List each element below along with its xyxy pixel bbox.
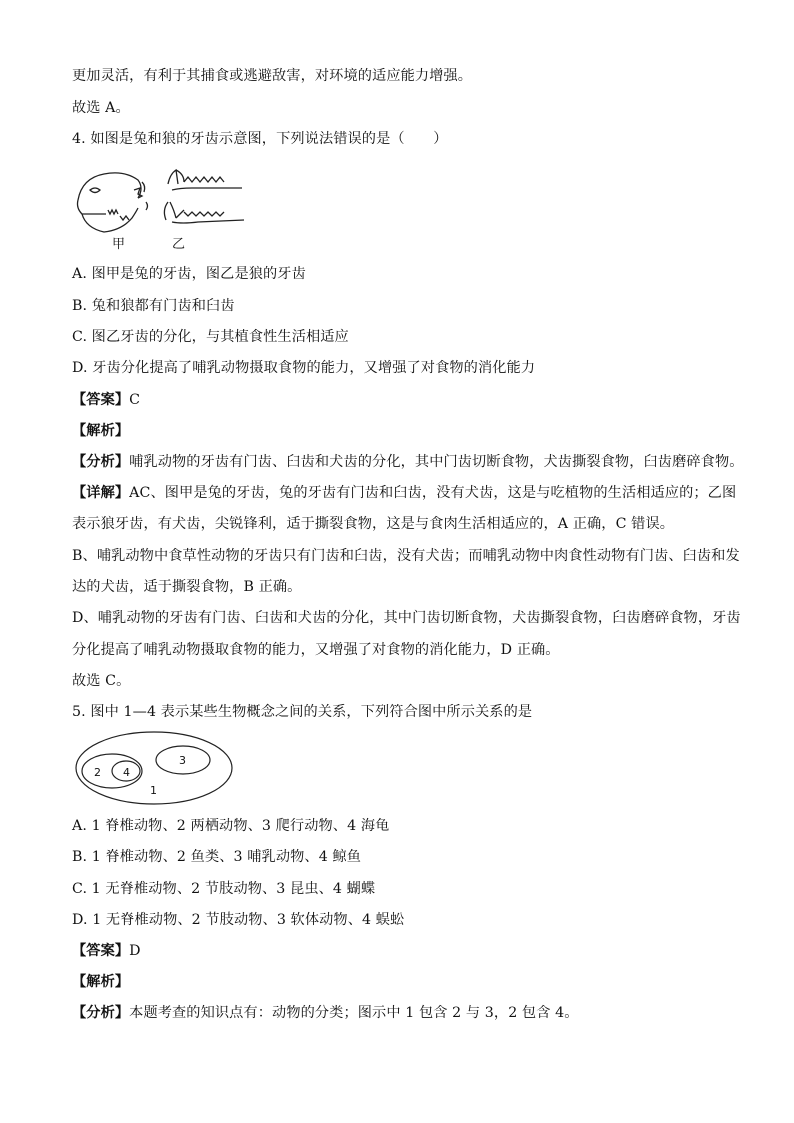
fenxi-5 bbox=[72, 1003, 579, 1023]
xiangjie-tag: 【详解】 bbox=[72, 485, 130, 501]
select-c: 故选 C。 bbox=[72, 673, 131, 689]
answer-tag-5: 【答案】 bbox=[72, 943, 130, 959]
option-4a: A. 图甲是兔的牙齿，图乙是狼的牙齿 bbox=[72, 266, 306, 282]
line-d-explain: D、哺乳动物的牙齿有门齿、臼齿和犬齿的分化，其中门齿切断食物，犬齿撕裂食物，臼齿磨碎食物，牙齿 bbox=[72, 610, 741, 626]
answer-tag: 【答案】 bbox=[72, 392, 130, 408]
option-4b: B. 兔和狼都有门齿和臼齿 bbox=[72, 298, 235, 314]
answer-value-5: D bbox=[129, 943, 141, 959]
line-d-explain-cont: 分化提高了哺乳动物摄取食物的能力，又增强了对食物的消化能力，D 正确。 bbox=[72, 642, 560, 658]
concept-diagram bbox=[74, 730, 240, 806]
fenxi-tag-5: 【分析】 bbox=[72, 1005, 130, 1021]
fenxi-text-5: 本题考查的知识点有：动物的分类；图示中 1 包含 2 与 3，2 包含 4。 bbox=[129, 1005, 579, 1021]
option-5c: C. 1 无脊椎动物、2 节肢动物、3 昆虫、4 蝴蝶 bbox=[72, 881, 376, 897]
answer-5 bbox=[72, 941, 141, 961]
figure-label-jia: 甲 bbox=[112, 237, 126, 252]
label-4: 4 bbox=[123, 766, 130, 779]
xiangjie-text: AC、图甲是兔的牙齿，兔的牙齿有门齿和臼齿，没有犬齿，这是与吃植物的生活相适应的；乙图 bbox=[129, 485, 737, 501]
label-1: 1 bbox=[150, 784, 157, 797]
question-5-stem: 5. 图中 1—4 表示某些生物概念之间的关系，下列符合图中所示关系的是 bbox=[72, 704, 533, 720]
option-4c: C. 图乙牙齿的分化，与其植食性生活相适应 bbox=[72, 329, 349, 345]
line-1: 更加灵活，有利于其捕食或逃避敌害，对环境的适应能力增强。 bbox=[72, 68, 473, 84]
question-4-stem: 4. 如图是兔和狼的牙齿示意图，下列说法错误的是（ ） bbox=[72, 131, 448, 147]
teeth-figure bbox=[72, 160, 252, 254]
option-4d: D. 牙齿分化提高了哺乳动物摄取食物的能力，又增强了对食物的消化能力 bbox=[72, 360, 536, 376]
line-b-explain: B、哺乳动物中食草性动物的牙齿只有门齿和臼齿，没有犬齿；而哺乳动物中肉食性动物有门齿、臼齿和发 bbox=[72, 548, 740, 564]
fenxi-4 bbox=[72, 452, 744, 472]
option-5a: A. 1 脊椎动物、2 两栖动物、3 爬行动物、4 海龟 bbox=[72, 818, 390, 834]
answer-value: C bbox=[129, 392, 141, 408]
fenxi-text: 哺乳动物的牙齿有门齿、臼齿和犬齿的分化，其中门齿切断食物，犬齿撕裂食物，臼齿磨碎食物。 bbox=[129, 454, 744, 470]
option-5d: D. 1 无脊椎动物、2 节肢动物、3 软体动物、4 蜈蚣 bbox=[72, 912, 405, 928]
analysis-heading-5: 【解析】 bbox=[72, 974, 130, 990]
label-3: 3 bbox=[179, 754, 186, 767]
line-2: 故选 A。 bbox=[72, 100, 130, 116]
xiangjie-4 bbox=[72, 483, 736, 503]
option-5b: B. 1 脊椎动物、2 鱼类、3 哺乳动物、4 鲸鱼 bbox=[72, 849, 362, 865]
label-2: 2 bbox=[94, 766, 101, 779]
teeth-diagram bbox=[72, 160, 252, 254]
line-xiangjie-cont: 表示狼牙齿，有犬齿，尖锐锋利，适于撕裂食物，这是与食肉生活相适应的，A 正确，C 错误。 bbox=[72, 516, 675, 532]
venn-diagram bbox=[74, 730, 240, 806]
line-b-explain-cont: 达的犬齿，适于撕裂食物，B 正确。 bbox=[72, 579, 302, 595]
analysis-heading-4: 【解析】 bbox=[72, 423, 130, 439]
figure-label-yi: 乙 bbox=[172, 237, 186, 252]
wolf-teeth bbox=[164, 170, 244, 223]
rabbit-skull bbox=[78, 173, 148, 232]
answer-4 bbox=[72, 390, 140, 410]
fenxi-tag: 【分析】 bbox=[72, 454, 130, 470]
